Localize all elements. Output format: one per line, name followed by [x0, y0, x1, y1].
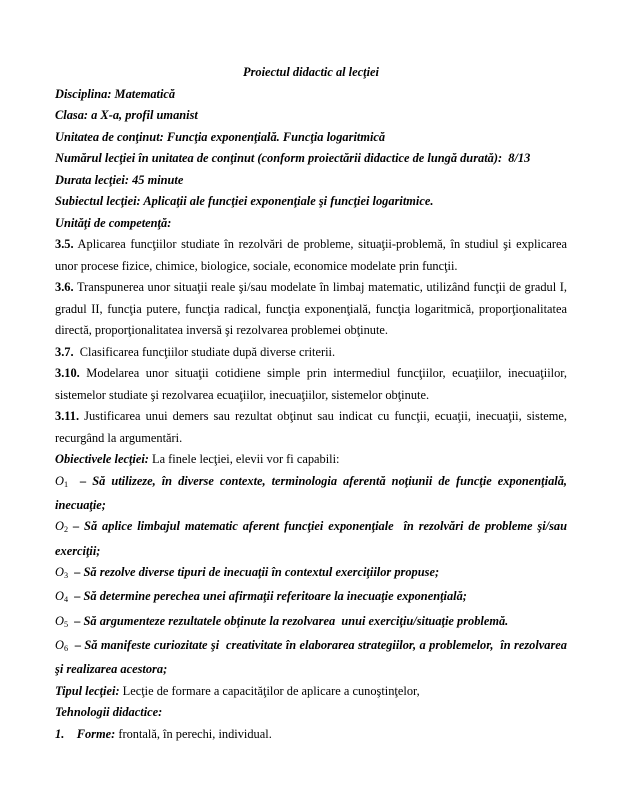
text-run: – Să rezolve diverse tipuri de inecuaţii în contextul exerciţiilor propuse;	[68, 565, 440, 580]
text-run: Transpunerea unor situaţii reale şi/sau modelate în limbaj matematic, utilizând funcţii de gradul I, gradul II, funcţia putere, funcţia radical, funcţia exponenţială, funcţia logaritmică, proporţionalitatea directă, proporţionalitatea inversă şi rezolvarea problemei obţinute.	[55, 280, 567, 337]
document-content	[55, 62, 567, 745]
text-run: Obiectivele lecţiei:	[55, 452, 149, 466]
objective-o2	[55, 516, 567, 562]
text-run: Clasificarea funcţiilor studiate după diverse criterii.	[73, 344, 336, 359]
didactic-technologies-heading	[55, 702, 567, 724]
text-run: – Să aplice limbajul matematic aferent funcţiei exponenţiale în rezolvări de probleme şi/sau exerciţii;	[55, 519, 567, 558]
competence-3-5	[55, 234, 567, 277]
objectives-intro	[55, 449, 567, 471]
text-run: Tipul lecţiei:	[55, 683, 120, 698]
competence-3-11	[55, 406, 567, 449]
text-run: 3.6.	[55, 280, 74, 294]
text-run: 6	[63, 643, 69, 653]
forms-list-item	[55, 724, 567, 746]
text-run: La finele lecţiei, elevii vor fi capabili:	[148, 452, 340, 466]
text-run: 1.	[55, 726, 65, 741]
text-run: 2	[63, 525, 69, 535]
text-run: frontală, în perechi, individual.	[115, 726, 272, 741]
text-run: 3.7.	[55, 344, 74, 359]
text-run: Durata lecţiei: 45 minute	[55, 172, 184, 187]
objective-o3	[55, 562, 567, 586]
text-run: Unităţi de competenţă:	[55, 215, 172, 230]
text-run: Tehnologii didactice:	[55, 705, 163, 720]
text-run: 3	[63, 570, 69, 580]
duration-line	[55, 170, 567, 192]
content-unit-line	[55, 127, 567, 149]
text-run: – Să manifeste curiozitate şi creativitate în elaborarea strategiilor, a problemelor, în rezolvarea şi realizarea acestora;	[55, 637, 567, 677]
text-run: Clasa: a X-a, profil umanist	[55, 108, 198, 122]
text-run: Subiectul lecţiei: Aplicaţii ale funcţiei exponenţiale şi funcţiei logaritmice.	[55, 194, 434, 208]
text-run: 3.5.	[55, 237, 74, 251]
discipline-line	[55, 84, 567, 106]
competence-3-10	[55, 363, 567, 406]
text-run: O	[55, 637, 64, 652]
text-run: O	[55, 519, 64, 534]
text-run: Disciplina: Matematică	[55, 86, 176, 101]
text-run: – Să determine perechea unei afirmaţii referitoare la inecuaţie exponenţială;	[68, 589, 467, 604]
text-run: O	[55, 473, 64, 488]
objective-o6	[55, 635, 567, 681]
text-run: Aplicarea funcţiilor studiate în rezolvări de probleme, situaţii-problemă, în studiul şi explicarea unor procese fizice, chimice, biologice, sociale, economice modelate prin funcţii.	[55, 237, 567, 273]
text-run: Numărul lecţiei în unitatea de conţinut (conform proiectării didactice de lungă durată): 8/13	[55, 151, 531, 165]
competence-3-7	[55, 342, 567, 364]
text-run: – Să argumenteze rezultatele obţinute la rezolvarea unui exerciţiu/situaţie problemă.	[68, 613, 509, 628]
page-title	[55, 62, 567, 84]
text-run: 3.10.	[55, 366, 80, 380]
text-run: Modelarea unor situaţii cotidiene simple prin intermediul funcţiilor, ecuaţiilor, inecuaţiilor, sistemelor studiate şi rezolvarea ecuaţiilor, inecuaţiilor, sistemelor obţinute.	[55, 366, 567, 402]
text-run: 5	[63, 619, 69, 629]
text-run: O	[55, 589, 64, 604]
objective-o5	[55, 611, 567, 635]
objective-o1	[55, 471, 567, 517]
text-run: Forme:	[76, 726, 116, 741]
competence-3-6	[55, 277, 567, 342]
text-run: O	[55, 613, 64, 628]
text-run: Lecţie de formare a capacităţilor de aplicare a cunoştinţelor,	[119, 683, 420, 698]
text-run: O	[55, 565, 64, 580]
text-run: Justificarea unui demers sau rezultat obţinut sau indicat cu funcţii, ecuaţii, inecuaţii, sisteme, recurgând la argumentări.	[55, 409, 567, 445]
lesson-number-line	[55, 148, 567, 170]
lesson-type-line	[55, 681, 567, 703]
text-run: – Să utilizeze, în diverse contexte, terminologia aferentă noţiunii de funcţie exponenţială, inecuaţie;	[55, 473, 567, 512]
class-line	[55, 105, 567, 127]
text-run: Unitatea de conţinut: Funcţia exponenţială. Funcţia logaritmică	[55, 129, 386, 144]
text-run	[64, 727, 76, 741]
competence-units-heading	[55, 213, 567, 235]
objective-o4	[55, 586, 567, 610]
text-run: 1	[63, 479, 69, 489]
subject-line	[55, 191, 567, 213]
text-run: 3.11.	[55, 409, 80, 423]
text-run: 4	[63, 595, 69, 605]
page-title-text: Proiectul didactic al lecţiei	[243, 65, 379, 79]
